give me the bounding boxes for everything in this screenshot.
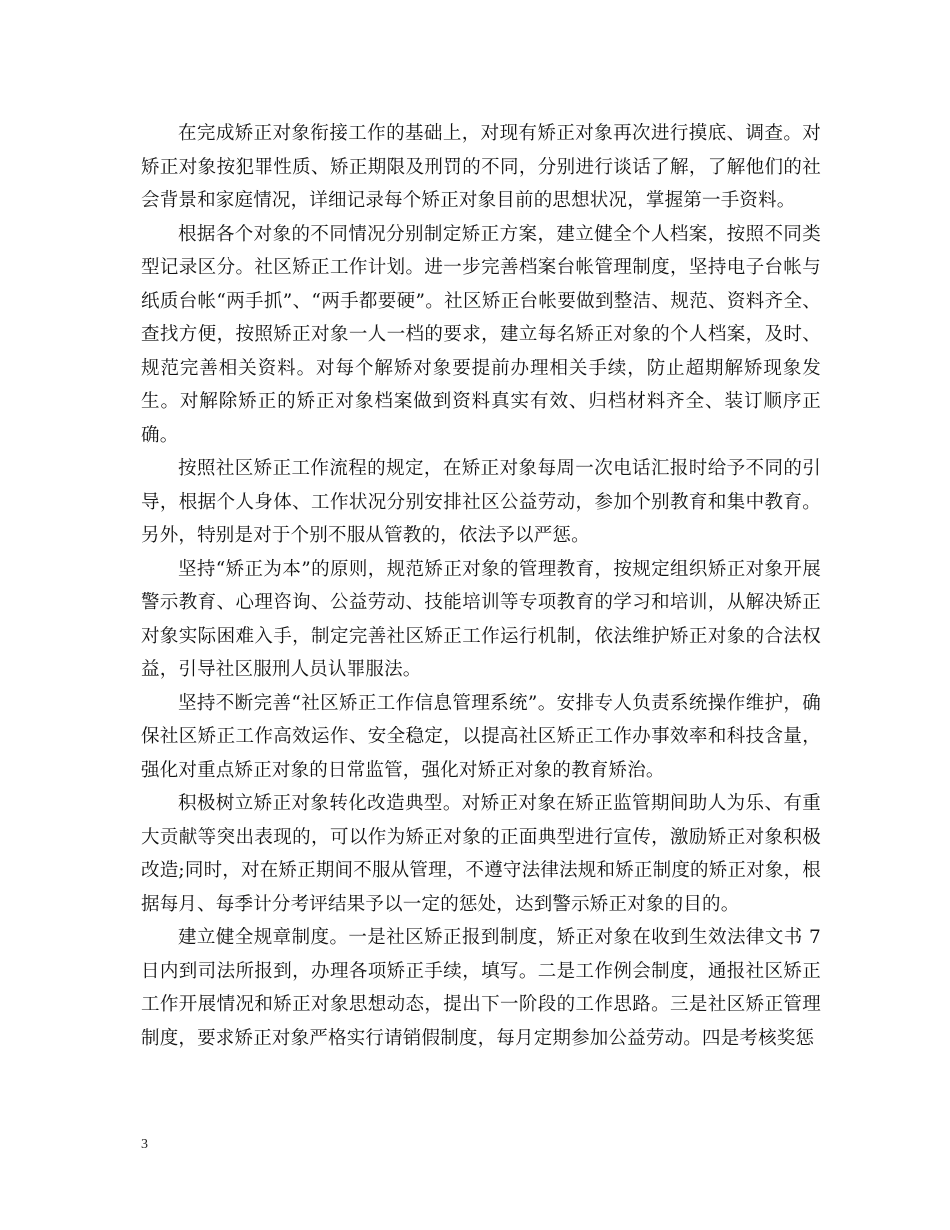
paragraph-1: 在完成矫正对象衔接工作的基础上，对现有矫正对象再次进行摸底、调查。对矫正对象按犯罪性质、矫正期限及刑罚的不同，分别进行谈话了解，了解他们的社会背景和家庭情况，详细记录每个矫正对象目前的思想状况，掌握第一手资料。 <box>141 123 821 211</box>
paragraph-6: 积极树立矫正对象转化改造典型。对矫正对象在矫正监管期间助人为乐、有重大贡献等突出表现的，可以作为矫正对象的正面典型进行宣传，激励矫正对象积极改造;同时，对在矫正期间不服从管理，不遵守法律法规和矫正制度的矫正对象，根据每月、每季计分考评结果予以一定的惩处，达到警示矫正对象的目的。 <box>141 793 821 915</box>
paragraph-3: 按照社区矫正工作流程的规定，在矫正对象每周一次电话汇报时给予不同的引导，根据个人身体、工作状况分别安排社区公益劳动，参加个别教育和集中教育。另外，特别是对于个别不服从管教的，依法予以严惩。 <box>141 458 821 546</box>
paragraph-4: 坚持“矫正为本”的原则，规范矫正对象的管理教育，按规定组织矫正对象开展警示教育、心理咨询、公益劳动、技能培训等专项教育的学习和培训，从解决矫正对象实际困难入手，制定完善社区矫正工作运行机制，依法维护矫正对象的合法权益，引导社区服刑人员认罪服法。 <box>141 558 821 680</box>
paragraph-7: 建立健全规章制度。一是社区矫正报到制度，矫正对象在收到生效法律文书 7 日内到司法所报到，办理各项矫正手续，填写。二是工作例会制度，通报社区矫正工作开展情况和矫正对象思想动态，提出下一阶段的工作思路。三是社区矫正管理制度，要求矫正对象严格实行请销假制度，每月定期参加公益劳动。四是考核奖惩 <box>141 927 821 1049</box>
page-number: 3 <box>141 1137 148 1152</box>
document-body <box>141 117 821 1055</box>
paragraph-5: 坚持不断完善“社区矫正工作信息管理系统”。安排专人负责系统操作维护，确保社区矫正工作高效运作、安全稳定，以提高社区矫正工作办事效率和科技含量，强化对重点矫正对象的日常监管，强化对矫正对象的教育矫治。 <box>141 692 821 781</box>
paragraph-2: 根据各个对象的不同情况分别制定矫正方案，建立健全个人档案，按照不同类型记录区分。社区矫正工作计划。进一步完善档案台帐管理制度，坚持电子台帐与纸质台帐“两手抓”、“两手都要硬”。社区矫正台帐要做到整洁、规范、资料齐全、查找方便，按照矫正对象一人一档的要求，建立每名矫正对象的个人档案，及时、规范完善相关资料。对每个解矫对象要提前办理相关手续，防止超期解矫现象发生。对解除矫正的矫正对象档案做到资料真实有效、归档材料齐全、装订顺序正确。 <box>141 223 821 446</box>
